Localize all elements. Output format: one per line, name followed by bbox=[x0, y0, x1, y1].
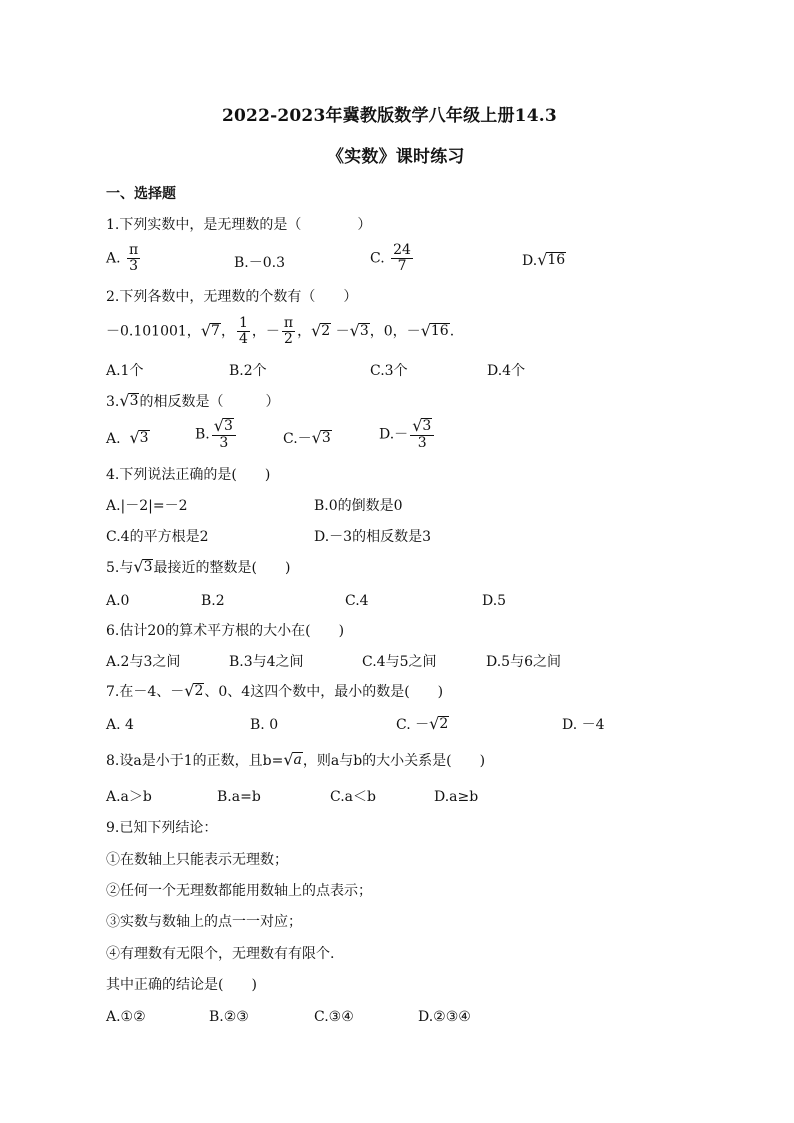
q5-option-a: A.0 bbox=[106, 593, 130, 609]
sqrt-icon: √ bbox=[420, 320, 431, 340]
sqrt-icon: √ bbox=[133, 557, 144, 576]
q8-option-c: C.a＜b bbox=[330, 789, 376, 805]
q2-option-d: D.4个 bbox=[487, 363, 526, 379]
q2-sqrt7-radicand: 7 bbox=[211, 322, 220, 339]
q7-stem-pre: 7.在－4、－ bbox=[106, 684, 185, 700]
q3-d-num-radical bbox=[412, 418, 432, 434]
section-heading: 一、选择题 bbox=[106, 186, 176, 202]
sqrt-icon: √ bbox=[311, 320, 322, 340]
q7-option-a: A. 4 bbox=[106, 717, 134, 733]
q2-sqrt16 bbox=[420, 320, 450, 340]
q2-sqrt16-radicand: 16 bbox=[430, 322, 449, 339]
q3-stem-pre: 3. bbox=[106, 394, 120, 410]
q5-stem-radicand: 3 bbox=[143, 559, 153, 575]
q1-d-radicand: 16 bbox=[547, 252, 566, 268]
q2-option-a: A.1个 bbox=[106, 363, 144, 379]
q3-option-b bbox=[195, 418, 238, 451]
q2-option-b: B.2个 bbox=[229, 363, 267, 379]
q7-option-b: B. 0 bbox=[250, 717, 279, 733]
q4-option-a: A.|－2|=－2 bbox=[106, 498, 188, 514]
q1-c-label: C. bbox=[370, 250, 385, 267]
page-title-line2: 《实数》课时练习 bbox=[327, 147, 465, 167]
q3-stem bbox=[106, 393, 279, 411]
q7-c-radical bbox=[429, 716, 449, 732]
q8-stem-post: ，则a与b的大小关系是( ) bbox=[302, 753, 486, 769]
sqrt-icon: √ bbox=[349, 320, 360, 340]
q1-c-fraction bbox=[391, 243, 413, 274]
q3-b-den: 3 bbox=[219, 435, 229, 451]
sqrt-icon: √ bbox=[200, 320, 212, 340]
q8-stem-radicand: a bbox=[293, 752, 302, 768]
q9-option-a: A.①② bbox=[106, 1009, 146, 1025]
q4-option-d: D.－3的相反数是3 bbox=[314, 529, 431, 545]
q3-option-a bbox=[106, 430, 150, 448]
q5-stem-pre: 5.与 bbox=[106, 560, 134, 576]
q8-stem-radical bbox=[283, 752, 303, 768]
q5-option-b: B.2 bbox=[201, 593, 225, 609]
q5-option-d: D.5 bbox=[482, 593, 507, 609]
q7-stem-radical bbox=[184, 683, 204, 699]
q3-b-fraction bbox=[212, 418, 236, 451]
q9-ask: 其中正确的结论是( ) bbox=[106, 977, 257, 993]
q1-a-label: A. bbox=[106, 250, 121, 267]
q1-a-num: π bbox=[129, 242, 139, 258]
q3-option-d bbox=[379, 418, 436, 451]
q1-c-den: 7 bbox=[397, 258, 407, 274]
sqrt-icon: √ bbox=[429, 714, 440, 733]
q2-stem: 2.下列各数中，无理数的个数有（ ） bbox=[106, 289, 358, 305]
q8-option-b: B.a=b bbox=[217, 789, 261, 805]
q9-option-c: C.③④ bbox=[314, 1009, 354, 1025]
q3-c-label: C.－ bbox=[283, 431, 312, 447]
q8-stem bbox=[106, 752, 485, 770]
q3-a-label: A. bbox=[106, 431, 121, 447]
sqrt-icon: √ bbox=[213, 416, 224, 435]
q2-sep2: ，－ bbox=[251, 323, 280, 340]
q7-stem-radicand: 2 bbox=[194, 683, 204, 699]
q2-sep3: ， bbox=[297, 323, 312, 340]
q3-b-num-radical bbox=[214, 418, 234, 434]
q5-option-c: C.4 bbox=[345, 593, 369, 609]
q2-option-c: C.3个 bbox=[370, 363, 408, 379]
q9-option-d: D.②③④ bbox=[418, 1009, 471, 1025]
sqrt-icon: √ bbox=[119, 391, 130, 410]
q4-option-c: C.4的平方根是2 bbox=[106, 529, 209, 545]
q5-stem-radical bbox=[133, 559, 153, 575]
q2-number-list bbox=[106, 316, 454, 347]
q6-option-c: C.4与5之间 bbox=[362, 654, 437, 670]
q1-option-d bbox=[522, 252, 566, 270]
q1-option-c bbox=[370, 243, 415, 274]
q9-item-2: ②任何一个无理数都能用数轴上的点表示； bbox=[106, 883, 372, 899]
q5-stem bbox=[106, 559, 290, 577]
q1-stem: 1.下列实数中，是无理数的是（ ） bbox=[106, 217, 372, 233]
q1-a-fraction bbox=[127, 243, 140, 274]
sqrt-icon: √ bbox=[129, 428, 140, 447]
q1-d-radical bbox=[537, 252, 566, 268]
q7-c-label: C. － bbox=[396, 717, 430, 733]
q3-d-fraction bbox=[410, 418, 434, 451]
q3-b-label: B. bbox=[195, 426, 210, 443]
q6-option-d: D.5与6之间 bbox=[486, 654, 561, 670]
q2-end: . bbox=[449, 323, 455, 340]
q2-frac-quarter bbox=[237, 316, 250, 347]
q6-stem: 6.估计20的算术平方根的大小在( ) bbox=[106, 623, 345, 639]
q2-frac1-den: 4 bbox=[238, 331, 248, 347]
q9-option-b: B.②③ bbox=[209, 1009, 249, 1025]
sqrt-icon: √ bbox=[311, 428, 322, 447]
q5-stem-post: 最接近的整数是( ) bbox=[153, 560, 291, 576]
q7-option-d: D. －4 bbox=[562, 717, 605, 733]
q2-sqrt3-radicand: 3 bbox=[359, 322, 369, 339]
q2-sqrt7 bbox=[200, 320, 221, 340]
q7-stem-post: 、0、4这四个数中，最小的数是( ) bbox=[204, 684, 444, 700]
q9-stem: 9.已知下列结论： bbox=[106, 820, 218, 836]
sqrt-icon: √ bbox=[184, 681, 195, 700]
q4-option-b: B.0的倒数是0 bbox=[314, 498, 403, 514]
q7-stem bbox=[106, 683, 443, 701]
q1-a-den: 3 bbox=[129, 258, 139, 274]
q7-c-radicand: 2 bbox=[439, 716, 449, 732]
q2-sep4: － bbox=[335, 323, 350, 340]
q3-d-label: D.－ bbox=[379, 426, 409, 443]
q1-option-a bbox=[106, 243, 142, 274]
q2-sep5: ，0，－ bbox=[369, 323, 421, 340]
q3-stem-post: 的相反数是（ ） bbox=[139, 394, 280, 410]
q3-c-radicand: 3 bbox=[321, 430, 331, 446]
q2-sep1: ， bbox=[220, 323, 235, 340]
q9-item-3: ③实数与数轴上的点一一对应； bbox=[106, 914, 302, 930]
sqrt-icon: √ bbox=[537, 250, 548, 269]
q3-option-c bbox=[283, 430, 332, 448]
q3-d-den: 3 bbox=[417, 435, 427, 451]
q8-option-a: A.a＞b bbox=[106, 789, 152, 805]
q3-d-num-radicand: 3 bbox=[422, 418, 432, 434]
sqrt-icon: √ bbox=[283, 750, 294, 769]
q2-item-decimal: －0.101001， bbox=[106, 323, 201, 340]
q1-option-b: B.－0.3 bbox=[234, 255, 286, 271]
q9-item-4: ④有理数有无限个，无理数有有限个. bbox=[106, 946, 335, 962]
q2-frac1-num: 1 bbox=[238, 315, 248, 331]
q7-option-c bbox=[396, 716, 449, 734]
q2-frac-pi-half bbox=[282, 316, 295, 347]
q1-d-label: D. bbox=[522, 253, 538, 269]
q6-option-a: A.2与3之间 bbox=[106, 654, 181, 670]
q3-stem-radicand: 3 bbox=[129, 393, 139, 409]
q3-a-radical bbox=[129, 430, 149, 446]
q3-c-radical bbox=[312, 430, 332, 446]
sqrt-icon: √ bbox=[412, 416, 423, 435]
q2-frac2-num: π bbox=[283, 315, 294, 331]
q4-stem: 4.下列说法正确的是( ) bbox=[106, 467, 271, 483]
q1-c-num: 24 bbox=[393, 242, 411, 258]
q3-a-radicand: 3 bbox=[139, 430, 149, 446]
page-title-line1: 2022-2023年冀教版数学八年级上册14.3 bbox=[222, 106, 557, 126]
q2-sqrt2 bbox=[311, 320, 331, 340]
q9-item-1: ①在数轴上只能表示无理数； bbox=[106, 852, 288, 868]
q2-frac2-den: 2 bbox=[284, 331, 293, 347]
q3-b-num-radicand: 3 bbox=[223, 418, 233, 434]
q2-sqrt3 bbox=[349, 320, 370, 340]
q8-option-d: D.a≥b bbox=[434, 789, 479, 805]
q2-sqrt2-radicand: 2 bbox=[321, 322, 331, 339]
q3-stem-radical bbox=[119, 393, 139, 409]
q8-stem-pre: 8.设a是小于1的正数，且b= bbox=[106, 753, 284, 769]
q6-option-b: B.3与4之间 bbox=[229, 654, 304, 670]
